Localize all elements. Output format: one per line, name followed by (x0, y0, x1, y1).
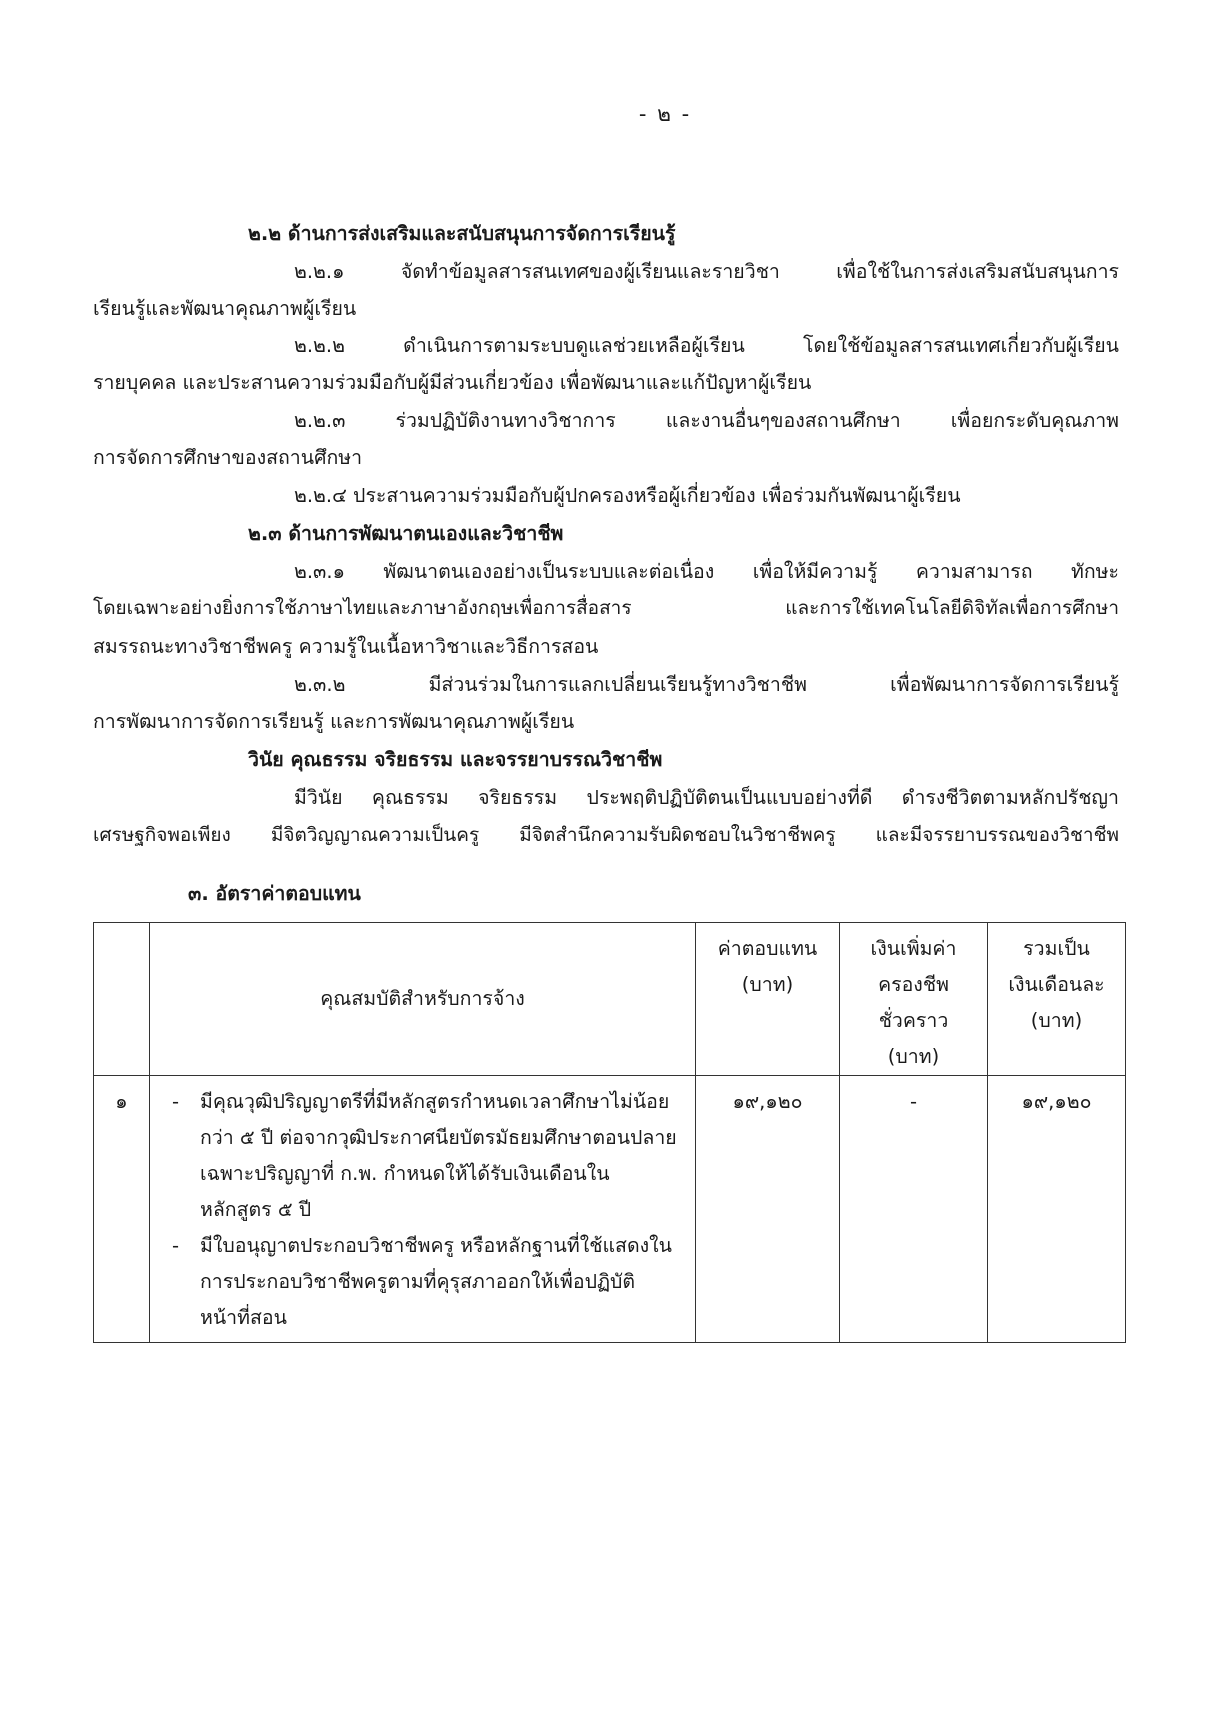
item-2-2-2-line1: ๒.๒.๒ ดำเนินการตามระบบดูแลช่วยเหลือผู้เรียน โดยใช้ข้อมูลสารสนเทศเกี่ยวกับผู้เรียน (294, 334, 1119, 357)
item-2-3-2-line2: การพัฒนาการจัดการเรียนรู้ และการพัฒนาคุณภาพผู้เรียน (93, 710, 575, 733)
section-3-heading: ๓. อัตราค่าตอบแทน (188, 882, 361, 905)
ethics-line1: มีวินัย คุณธรรม จริยธรรม ประพฤติปฏิบัติตนเป็นแบบอย่างที่ดี ดำรงชีวิตตามหลักปรัชญา (294, 786, 1119, 809)
section-2-2-heading: ๒.๒ ด้านการส่งเสริมและสนับสนุนการจัดการเรียนรู้ (248, 222, 676, 245)
header-total-line1: รวมเป็น (1023, 937, 1090, 960)
header-allowance-line2: ครองชีพ (878, 973, 949, 996)
row-total: ๑๙,๑๒๐ (988, 1076, 1126, 1343)
header-total (988, 923, 1126, 1076)
table-header-row (94, 923, 1126, 1076)
item-2-2-2-line2: รายบุคคล และประสานความร่วมมือกับผู้มีส่วนเกี่ยวข้อง เพื่อพัฒนาและแก้ปัญหาผู้เรียน (93, 371, 812, 394)
item-2-2-4-line1: ๒.๒.๔ ประสานความร่วมมือกับผู้ปกครองหรือผู้เกี่ยวข้อง เพื่อร่วมกันพัฒนาผู้เรียน (294, 484, 961, 507)
header-pay-line1: ค่าตอบแทน (717, 937, 818, 960)
header-no (94, 923, 150, 1076)
item-2-3-1-line1: ๒.๓.๑ พัฒนาตนเองอย่างเป็นระบบและต่อเนื่อง เพื่อให้มีความรู้ ความสามารถ ทักษะ (294, 560, 1119, 583)
qualification-list (150, 1084, 695, 1336)
item-2-2-1-line2: เรียนรู้และพัฒนาคุณภาพผู้เรียน (93, 297, 357, 320)
header-allowance-line4: (บาท) (887, 1045, 940, 1068)
section-2-3-heading: ๒.๓ ด้านการพัฒนาตนเองและวิชาชีพ (248, 522, 564, 545)
row-qualifications (150, 1076, 696, 1343)
ethics-heading: วินัย คุณธรรม จริยธรรม และจรรยาบรรณวิชาชีพ (248, 748, 663, 771)
header-allowance-line1: เงินเพิ่มค่า (870, 937, 957, 960)
header-total-line3: (บาท) (1030, 1009, 1083, 1032)
header-qualification: คุณสมบัติสำหรับการจ้าง (150, 923, 696, 1076)
header-allowance (840, 923, 988, 1076)
item-2-2-3-line1: ๒.๒.๓ ร่วมปฏิบัติงานทางวิชาการ และงานอื่นๆของสถานศึกษา เพื่อยกระดับคุณภาพ (294, 409, 1119, 432)
row-pay: ๑๙,๑๒๐ (696, 1076, 840, 1343)
item-2-3-1-line2: โดยเฉพาะอย่างยิ่งการใช้ภาษาไทยและภาษาอังกฤษเพื่อการสื่อสาร และการใช้เทคโนโลยีดิจิทัลเพื่อการศึกษา (93, 597, 1119, 619)
item-2-2-3-line2: การจัดการศึกษาของสถานศึกษา (93, 446, 363, 469)
header-total-line2: เงินเดือนละ (1008, 973, 1105, 996)
qualification-item: - มีคุณวุฒิปริญญาตรีที่มีหลักสูตรกำหนดเวลาศึกษาไม่น้อยกว่า ๕ ปี ต่อจากวุฒิประกาศนียบัตรมัธยมศึกษาตอนปลายเฉพาะปริญญาที่ ก.พ. กำหนดให้ได้รับเงินเดือนในหลักสูตร ๕ ปี (150, 1084, 677, 1228)
header-pay-line2: (บาท) (741, 973, 794, 996)
item-2-3-2-line1: ๒.๓.๒ มีส่วนร่วมในการแลกเปลี่ยนเรียนรู้ทางวิชาชีพ เพื่อพัฒนาการจัดการเรียนรู้ (294, 673, 1119, 696)
item-2-3-1-line3: สมรรถนะทางวิชาชีพครู ความรู้ในเนื้อหาวิชาและวิธีการสอน (93, 635, 599, 658)
compensation-table (93, 922, 1126, 1343)
row-number: ๑ (94, 1076, 150, 1343)
header-allowance-line3: ชั่วคราว (878, 1009, 949, 1032)
row-allowance: - (840, 1076, 988, 1343)
page-number: - ๒ - (638, 102, 692, 126)
qualification-item: - มีใบอนุญาตประกอบวิชาชีพครู หรือหลักฐานที่ใช้แสดงในการประกอบวิชาชีพครูตามที่คุรุสภาออกให้เพื่อปฏิบัติหน้าที่สอน (150, 1228, 677, 1336)
header-pay (696, 923, 840, 1076)
item-2-2-1-line1: ๒.๒.๑ จัดทำข้อมูลสารสนเทศของผู้เรียนและรายวิชา เพื่อใช้ในการส่งเสริมสนับสนุนการ (294, 260, 1119, 283)
ethics-line2: เศรษฐกิจพอเพียง มีจิตวิญญาณความเป็นครู มีจิตสำนึกความรับผิดชอบในวิชาชีพครู และมีจรรยาบรรณของวิชาชีพ (93, 824, 1119, 846)
table-row (94, 1076, 1126, 1343)
